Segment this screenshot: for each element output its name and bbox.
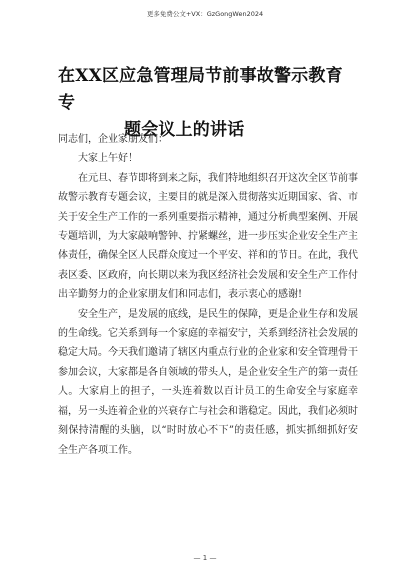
- header-note: 更多免费公文+VX：GzGongWen2024: [146, 10, 264, 18]
- salutation: 同志们，企业家朋友们：: [58, 134, 168, 145]
- document-body: [58, 130, 358, 460]
- greeting: 大家上午好！: [78, 153, 138, 165]
- title-line-2: 题会议上的讲话: [124, 120, 245, 140]
- title-line-1: 在XX区应急管理局节前事故警示教育专: [58, 66, 343, 113]
- paragraph-2: 安全生产，是发展的底线，是民生的保障，更是企业生存和发展的生命线。它关系到每一个家庭的幸福安宁，关系到经济社会发展的稳定大局。今天我们邀请了辖区内重点行业的企业家和安全管理骨干参加会议，大家都是各自领域的带头人，是企业安全生产的第一责任人。大家肩上的担子，一头连着数以百计员工的生命安全与家庭幸福，另一头连着企业的兴衰存亡与社会和谐稳定。因此，我们必须时刻保持清醒的头脑，以“时时放心不下”的责任感，抓实抓细抓好安全生产各项工作。: [58, 308, 358, 456]
- page-number: — 1 —: [193, 554, 217, 562]
- paragraph-1: 在元旦、春节即将到来之际，我们特地组织召开这次全区节前事故警示教育专题会议，主要目的就是深入贯彻落实近期国家、省、市关于安全生产工作的一系列重要指示精神，通过分析典型案例、开展专题培训，为大家敲响警钟、拧紧螺丝，进一步压实企业安全生产主体责任，确保全区人民群众度过一个平安、祥和的节日。在此，我代表区委、区政府，向长期以来为我区经济社会发展和安全生产工作付出辛勤努力的企业家朋友们和同志们，表示衷心的感谢!: [58, 172, 358, 301]
